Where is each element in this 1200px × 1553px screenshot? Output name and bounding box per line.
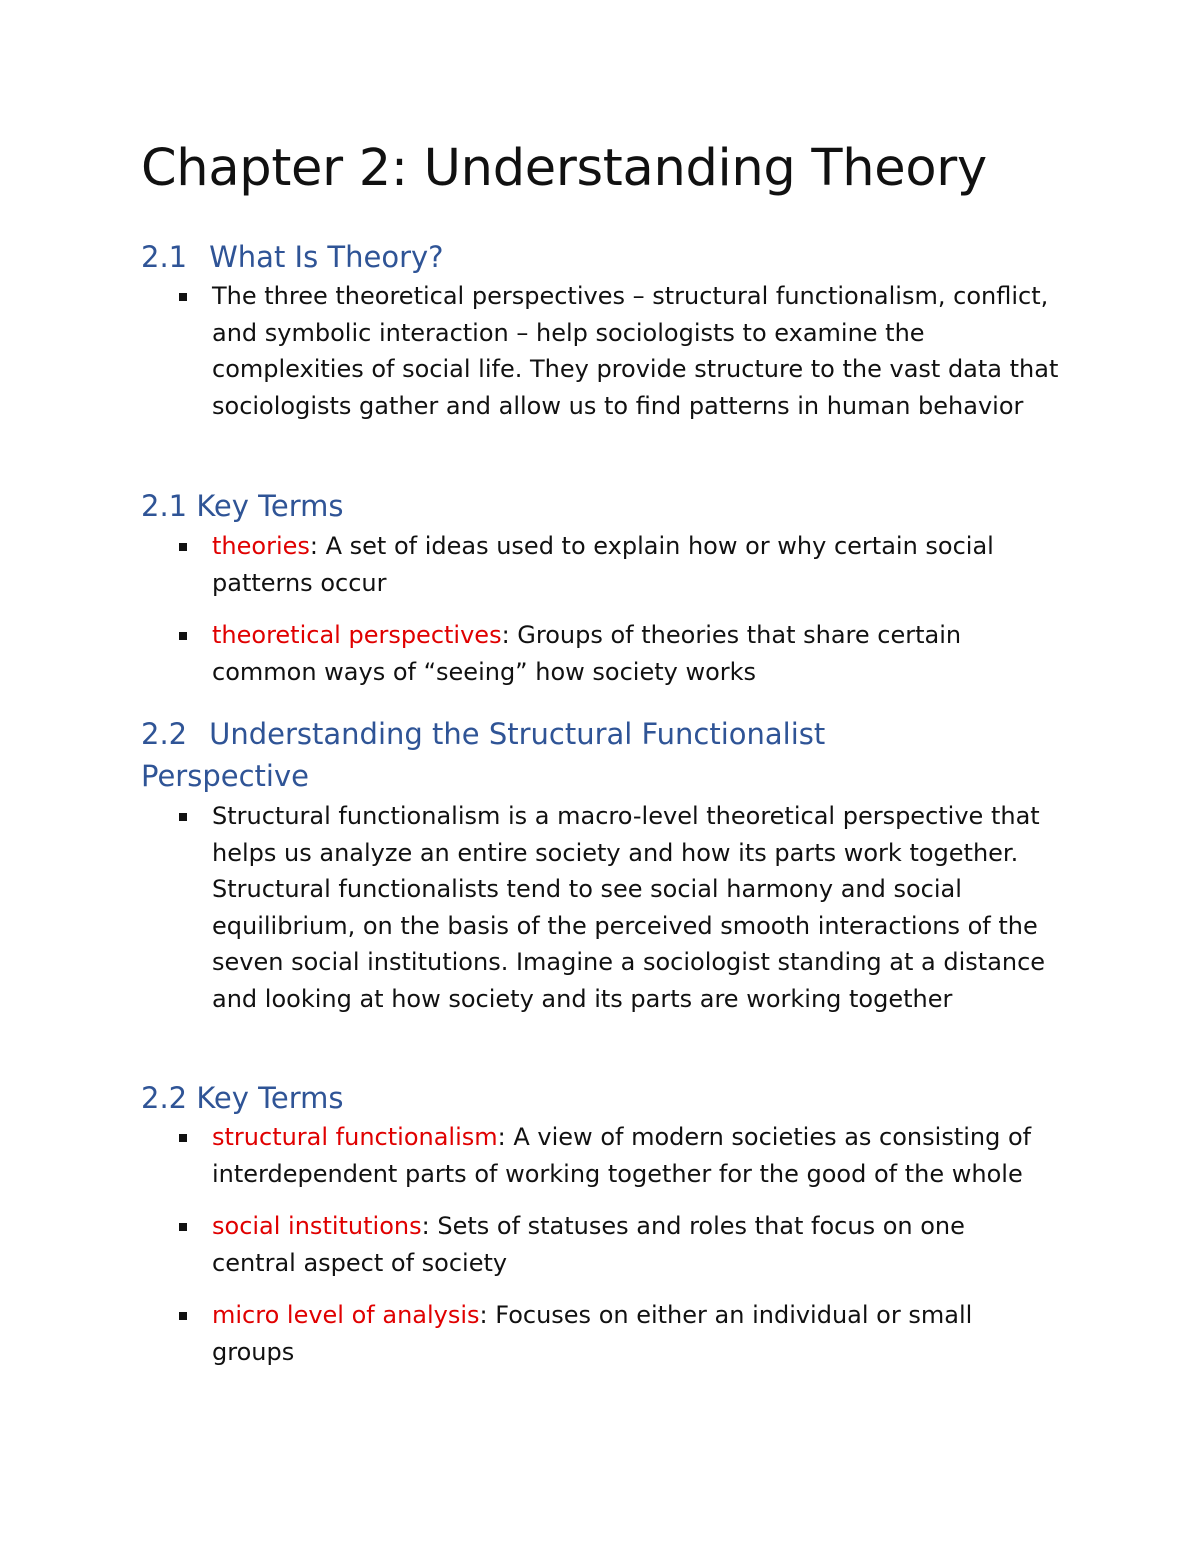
term-definition: : A set of ideas used to explain how or why certain social patterns occur — [212, 532, 994, 597]
section-heading-text: Understanding the Structural Functionalist — [209, 717, 826, 751]
bullet-list — [212, 798, 1072, 1018]
section-heading-text: Key Terms — [196, 1081, 344, 1115]
section-heading-continued: Perspective — [141, 759, 309, 793]
list-item — [212, 278, 1072, 424]
term-definition: : Sets of statuses and roles that focus on one central aspect of society — [212, 1212, 965, 1277]
square-bullet-icon — [179, 1223, 187, 1231]
square-bullet-icon — [179, 813, 187, 821]
section-number: 2.2 — [141, 717, 188, 751]
key-term: social institutions — [212, 1212, 422, 1241]
bullet-text: Structural functionalism is a macro-level theoretical perspective that helps us analyze an entire society and how its parts work together. Structural functionalists tend to see social harmony and social equilibrium, on the basis of the perceived smooth interactions of the seven social institutions. Imagine a sociologist standing at a distance and looking at how society and its parts are working together — [212, 802, 1046, 1013]
list-item — [212, 1119, 1042, 1192]
key-term: micro level of analysis — [212, 1301, 480, 1330]
bullet-list — [212, 278, 1072, 424]
square-bullet-icon — [179, 632, 187, 640]
section-heading-2-1-key-terms — [141, 485, 344, 527]
list-item — [212, 798, 1072, 1018]
list-item — [212, 528, 1032, 601]
square-bullet-icon — [179, 543, 187, 551]
key-term: theoretical perspectives — [212, 621, 502, 650]
key-terms-list — [212, 1119, 1042, 1371]
section-heading-what-is-theory — [141, 236, 444, 278]
section-number: 2.1 — [141, 489, 188, 523]
square-bullet-icon — [179, 1312, 187, 1320]
key-terms-list — [212, 528, 1032, 690]
list-item — [212, 1208, 1042, 1281]
key-term: theories — [212, 532, 310, 560]
list-item — [212, 1297, 1042, 1370]
term-definition: : Groups of theories that share certain common ways of “seeing” how society works — [212, 621, 962, 686]
section-heading-text: What Is Theory? — [209, 240, 444, 274]
chapter-title: Chapter 2: Understanding Theory — [141, 139, 987, 198]
section-number: 2.1 — [141, 240, 188, 274]
square-bullet-icon — [179, 1134, 187, 1142]
square-bullet-icon — [179, 293, 187, 301]
section-heading-2-2-key-terms — [141, 1077, 344, 1119]
bullet-text: The three theoretical perspectives – structural functionalism, conflict, and symbolic interaction – help sociologists to examine the complexities of social life. They provide structure to the vast data that sociologists gather and allow us to find patterns in human behavior — [212, 282, 1059, 420]
term-definition: : A view of modern societies as consisting of interdependent parts of working together for the good of the whole — [212, 1123, 1032, 1188]
section-number: 2.2 — [141, 1081, 188, 1115]
term-definition: : Focuses on either an individual or small groups — [212, 1301, 973, 1366]
section-heading-structural-functionalist — [141, 713, 825, 797]
list-item — [212, 617, 1032, 690]
key-term: structural functionalism — [212, 1123, 498, 1151]
section-heading-text: Key Terms — [196, 489, 344, 523]
